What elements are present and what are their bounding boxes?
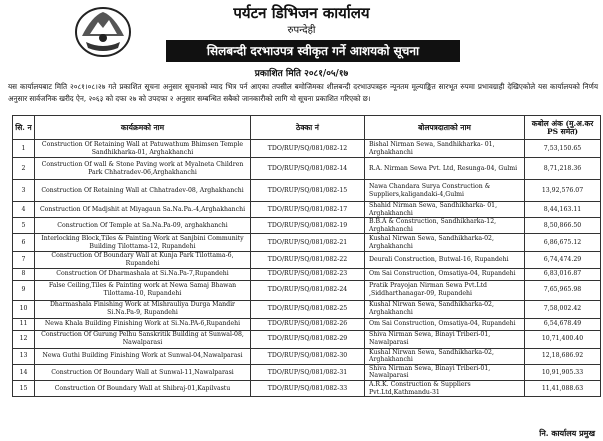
contract-number-cell: TDO/RUP/SQ/081/082-30 <box>251 348 365 364</box>
contract-number-cell: TDO/RUP/SQ/081/082-24 <box>251 280 365 300</box>
serial-number-cell: 8 <box>13 268 35 280</box>
program-name-cell: Construction Of Dharmashala at Si.Na.Pa-7,Rupandehi <box>35 268 251 280</box>
serial-number-cell: 7 <box>13 252 35 268</box>
serial-number-cell: 14 <box>13 364 35 380</box>
contract-number-cell: TDO/RUP/SQ/081/082-15 <box>251 180 365 202</box>
bid-amount-cell: 12,18,686.92 <box>525 348 601 364</box>
bidder-name-cell: R.A. Nirman Sewa Pvt. Ltd, Resunga-04, Gulmi <box>365 158 525 180</box>
signer-title: नि. कार्यालय प्रमुख <box>539 428 595 438</box>
serial-number-cell: 6 <box>13 234 35 252</box>
table-row <box>13 234 601 252</box>
table-row <box>13 158 601 180</box>
bidder-name-cell: Kushal Nirwan Sewa, Sandhikharka-02, Arghakhanchi <box>365 300 525 318</box>
serial-number-cell: 3 <box>13 180 35 202</box>
table-row <box>13 218 601 234</box>
bid-amount-cell: 8,50,866.50 <box>525 218 601 234</box>
serial-number-cell: 9 <box>13 280 35 300</box>
program-name-cell: Interlocking Block,Tiles & Painting Work at Sanjbini Community Building Tilottama-12, Rupandehi <box>35 234 251 252</box>
contract-number-cell: TDO/RUP/SQ/081/082-29 <box>251 330 365 348</box>
table-row <box>13 268 601 280</box>
notice-title-banner: सिलबन्दी दरभाउपत्र स्वीकृत गर्ने आशयको सूचना <box>166 40 460 62</box>
header-bidder-name: बोलपत्रदाताको नाम <box>365 116 525 140</box>
bid-amount-cell: 7,53,150.65 <box>525 140 601 158</box>
contract-number-cell: TDO/RUP/SQ/081/082-14 <box>251 158 365 180</box>
program-name-cell: Construction Of Temple at Sa.Na.Pa-09, arghakhanchi <box>35 218 251 234</box>
table-row <box>13 318 601 330</box>
bid-amount-cell: 6,86,675.12 <box>525 234 601 252</box>
bid-amount-cell: 6,83,016.87 <box>525 268 601 280</box>
bidder-name-cell: Om Sai Construction, Omsatiya-04, Rupandehi <box>365 268 525 280</box>
office-district: रुपन्देही <box>287 25 316 36</box>
table-row <box>13 180 601 202</box>
serial-number-cell: 4 <box>13 202 35 218</box>
bid-amount-cell: 10,91,905.33 <box>525 364 601 380</box>
contract-number-cell: TDO/RUP/SQ/081/082-12 <box>251 140 365 158</box>
header-bid-amount: कबोल अंक (मु.अ.कर PS समेत) <box>525 116 601 140</box>
office-title: पर्यटन डिभिजन कार्यालय <box>233 4 370 22</box>
bid-amount-cell: 13,92,576.07 <box>525 180 601 202</box>
bidder-name-cell: A.R.K. Construction & Suppliers Pvt.Ltd,Kathmandu-31 <box>365 380 525 396</box>
contract-number-cell: TDO/RUP/SQ/081/082-33 <box>251 380 365 396</box>
serial-number-cell: 11 <box>13 318 35 330</box>
table-row <box>13 140 601 158</box>
table-row <box>13 330 601 348</box>
bid-amount-cell: 8,44,163.11 <box>525 202 601 218</box>
table-row <box>13 364 601 380</box>
table-row <box>13 202 601 218</box>
serial-number-cell: 1 <box>13 140 35 158</box>
program-name-cell: Dharmashala Finishing Work at Mishrauliya Durga Mandir Si.Na.Pa-9, Rupandehi <box>35 300 251 318</box>
header-sn: सि. न <box>13 116 35 140</box>
intro-paragraph: यस कार्यालयबाट मिति २०८१।०८।२७ गते प्रकाशित सूचना अनुसार सूचनाको म्याद भित्र पर्न आएका तपसील बमोजिमका शीलबन्दी दरभाउपत्रहरु न्यूनतम मूल्याङ्कित सारभूत रुपमा प्रभावग्राही देखिएकोले यस कार्यालयको निर्णय अनुसार सार्वजनिक खरीद ऐन, २०६३ को दफा २७ को उपदफा २ अनुसार सम्बन्धित सबैको जानकारीको लागि यो सूचना प्रकाशित गरिएको छ। <box>8 82 598 103</box>
contract-number-cell: TDO/RUP/SQ/081/082-19 <box>251 218 365 234</box>
bidder-name-cell: Kushal Nirwan Sewa, Sandhikharka-02, Arghakhanchi <box>365 234 525 252</box>
bid-amount-cell: 8,71,218.36 <box>525 158 601 180</box>
program-name-cell: Construction Of Retaining Wall at Chhatradev-08, Arghakhanchi <box>35 180 251 202</box>
bidder-name-cell: Shiva Nirman Sewa, Binayi Triberi-01, Nawalparasi <box>365 364 525 380</box>
bid-amount-cell: 10,71,400.40 <box>525 330 601 348</box>
program-name-cell: Construction Of Gurung Pelhu Sanskritik Building at Sunwal-08, Nawalparasi <box>35 330 251 348</box>
bidder-name-cell: Nawa Chandara Surya Construction & Suppliers,kaligandaki-4,Gulmi <box>365 180 525 202</box>
serial-number-cell: 10 <box>13 300 35 318</box>
program-name-cell: Construction Of Boundary Wall at Shibraj-01,Kapilvastu <box>35 380 251 396</box>
table-row <box>13 300 601 318</box>
bid-amount-cell: 7,65,965.98 <box>525 280 601 300</box>
published-date: प्रकाशित मिति २०८१/०५/१७ <box>254 69 349 79</box>
table-row <box>13 348 601 364</box>
bidder-name-cell: Pratik Prayojan Nirman Sewa Pvt.Ltd ,Siddharthanagar-09, Rupandehi <box>365 280 525 300</box>
header-contract-no: ठेक्का नं <box>251 116 365 140</box>
table-header-row <box>13 116 601 140</box>
header-program-name: कार्यक्रमको नाम <box>35 116 251 140</box>
program-name-cell: Construction Of Madjshit at Miyagaun Sa.Na.Pa.-4,Arghakhanchi <box>35 202 251 218</box>
program-name-cell: Construction Of wall & Stone Paving work at Myalneta Children Park Chhatradev-06,Arghakhanchi <box>35 158 251 180</box>
table-row <box>13 280 601 300</box>
contract-number-cell: TDO/RUP/SQ/081/082-21 <box>251 234 365 252</box>
program-name-cell: Construction Of Retaining Wall at Patuwathum Bhimsen Temple Sandhikharka-01, Arghakhanchi <box>35 140 251 158</box>
bid-amount-cell: 6,74,474.29 <box>525 252 601 268</box>
contract-number-cell: TDO/RUP/SQ/081/082-31 <box>251 364 365 380</box>
table-row <box>13 380 601 396</box>
bidder-name-cell: B.B.A & Construction, Sandhikharka-12, Arghakhanchi <box>365 218 525 234</box>
bid-results-table <box>12 115 601 397</box>
program-name-cell: Newa Khala Building Finishing Work at Si.Na.PA-6,Rupandehi <box>35 318 251 330</box>
bidder-name-cell: Bishal Nirman Sewa, Sandhikharka- 01, Arghakhanchi <box>365 140 525 158</box>
serial-number-cell: 12 <box>13 330 35 348</box>
bid-amount-cell: 6,54,678.49 <box>525 318 601 330</box>
bidder-name-cell: Deurali Construction, Butwal-16, Rupandehi <box>365 252 525 268</box>
program-name-cell: Construction Of Boundary Wall at Sunwal-11,Nawalparasi <box>35 364 251 380</box>
program-name-cell: Construction Of Boundary Wall at Kunja Park Tilottama-6, Rupandehi <box>35 252 251 268</box>
bidder-name-cell: Om Sai Construction, Omsatiya-04, Rupandehi <box>365 318 525 330</box>
serial-number-cell: 2 <box>13 158 35 180</box>
serial-number-cell: 5 <box>13 218 35 234</box>
contract-number-cell: TDO/RUP/SQ/081/082-26 <box>251 318 365 330</box>
contract-number-cell: TDO/RUP/SQ/081/082-17 <box>251 202 365 218</box>
program-name-cell: False Ceiling,Tiles & Painting work at Newa Samaj Bhawan Tilottama-10, Rupandehi <box>35 280 251 300</box>
serial-number-cell: 15 <box>13 380 35 396</box>
bidder-name-cell: Shahid Nirman Sewa, Sandhikharka- 01, Arghakhanchi <box>365 202 525 218</box>
bidder-name-cell: Kushal Nirwan Sewa, Sandhikharka-02, Arghakhanchi <box>365 348 525 364</box>
contract-number-cell: TDO/RUP/SQ/081/082-25 <box>251 300 365 318</box>
contract-number-cell: TDO/RUP/SQ/081/082-23 <box>251 268 365 280</box>
serial-number-cell: 13 <box>13 348 35 364</box>
contract-number-cell: TDO/RUP/SQ/081/082-22 <box>251 252 365 268</box>
bid-amount-cell: 11,41,088.63 <box>525 380 601 396</box>
bidder-name-cell: Shiva Nirman Sewa, Binayi Triberi-01, Nawalparasi <box>365 330 525 348</box>
table-row <box>13 252 601 268</box>
program-name-cell: Newa Guthi Building Finishing Work at Sunwal-04,Nawalparasi <box>35 348 251 364</box>
bid-amount-cell: 7,58,002.42 <box>525 300 601 318</box>
